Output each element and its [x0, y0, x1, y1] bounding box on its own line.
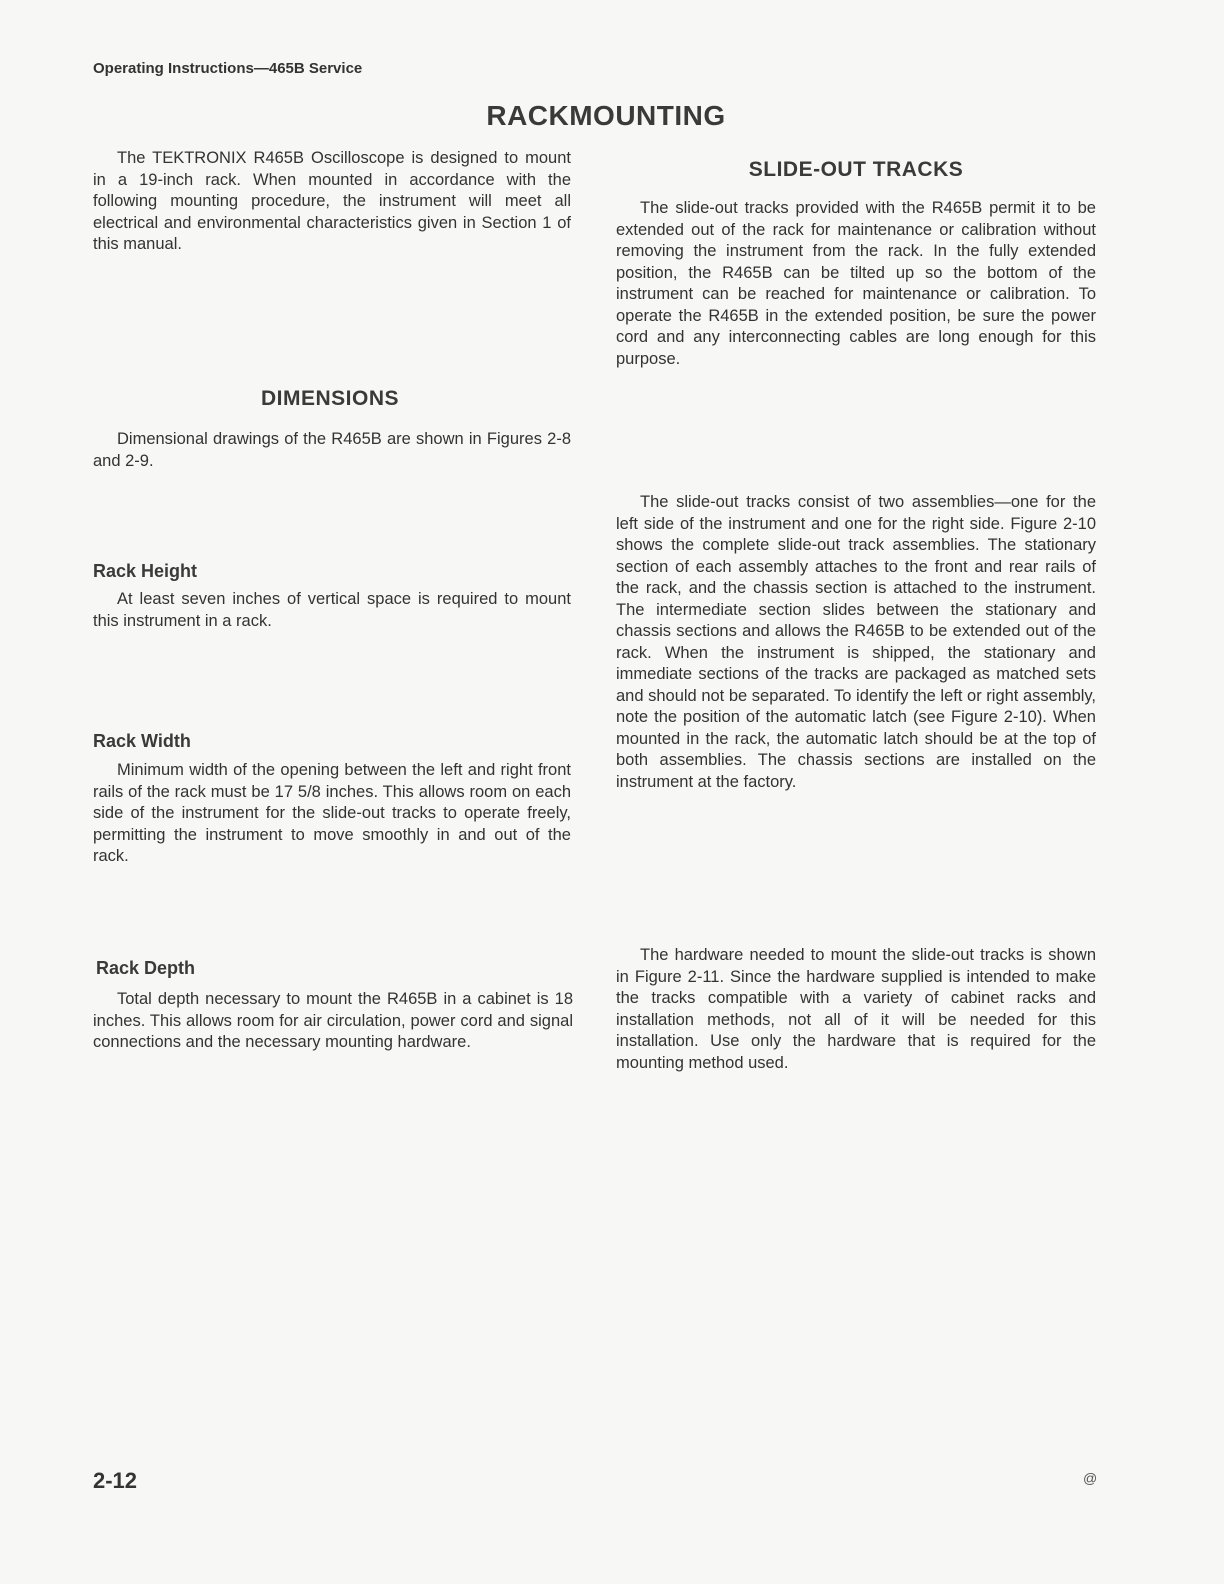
slide-out-paragraph-1: The slide-out tracks provided with the R465B permit it to be extended out of the rack for maintenance or calibration without removing the instrument from the rack. In the fully extended position, the R465B can be tilted up so the bottom of the instrument can be reached for maintenance or calibration. To operate the R465B in the extended position, be sure the power cord and any interconnecting cables are long enough for this purpose.	[616, 199, 1096, 368]
rack-depth-paragraph: Total depth necessary to mount the R465B in a cabinet is 18 inches. This allows room for air circulation, power cord and signal connections and the necessary mounting hardware.	[93, 990, 573, 1051]
running-head: Operating Instructions—465B Service	[93, 60, 363, 77]
intro-paragraph: The TEKTRONIX R465B Oscilloscope is designed to mount in a 19-inch rack. When mounted in accordance with the following mounting procedure, the instrument will meet all electrical and environmental characteristics given in Section 1 of this manual.	[93, 149, 571, 253]
rack-height-paragraph: At least seven inches of vertical space is required to mount this instrument in a rack.	[93, 590, 571, 630]
rack-width-paragraph: Minimum width of the opening between the left and right front rails of the rack must be 17 5/8 inches. This allows room on each side of the instrument for the slide-out tracks to operate freely, permitting the instrument to move smoothly in and out of the rack.	[93, 761, 571, 865]
page-title: RACKMOUNTING	[486, 100, 726, 131]
slide-out-paragraph-2: The slide-out tracks consist of two assemblies—one for the left side of the instrument and one for the right side. Figure 2-10 shows the complete slide-out track assemblies. The stationary section of each assembly attaches to the front and rear rails of the rack, and the chassis section is attached to the instrument. The intermediate section slides between the stationary and chassis sections and allows the R465B to be extended out of the rack. When the instrument is shipped, the stationary and immediate sections of the tracks are packaged as matched sets and should not be separated. To identify the left or right assembly, note the position of the automatic latch (see Figure 2-10). When mounted in the rack, the automatic latch should be at the top of both assemblies. The chassis sections are installed on the instrument at the factory.	[616, 493, 1097, 791]
rack-depth-heading: Rack Depth	[96, 958, 196, 978]
dimensions-paragraph: Dimensional drawings of the R465B are shown in Figures 2-8 and 2-9.	[93, 430, 571, 470]
slide-out-heading: SLIDE-OUT TRACKS	[748, 158, 964, 181]
dimensions-heading: DIMENSIONS	[260, 387, 399, 410]
rack-width-heading: Rack Width	[93, 731, 191, 751]
footer-mark: @	[1083, 1470, 1098, 1486]
slide-out-paragraph-3: The hardware needed to mount the slide-out tracks is shown in Figure 2-11. Since the hardware supplied is intended to make the tracks compatible with a variety of cabinet racks and installation methods, not all of it will be needed for this installation. Use only the hardware that is required for the mounting method used.	[616, 946, 1096, 1072]
rack-height-heading: Rack Height	[93, 561, 198, 581]
page-number: 2-12	[93, 1468, 138, 1493]
